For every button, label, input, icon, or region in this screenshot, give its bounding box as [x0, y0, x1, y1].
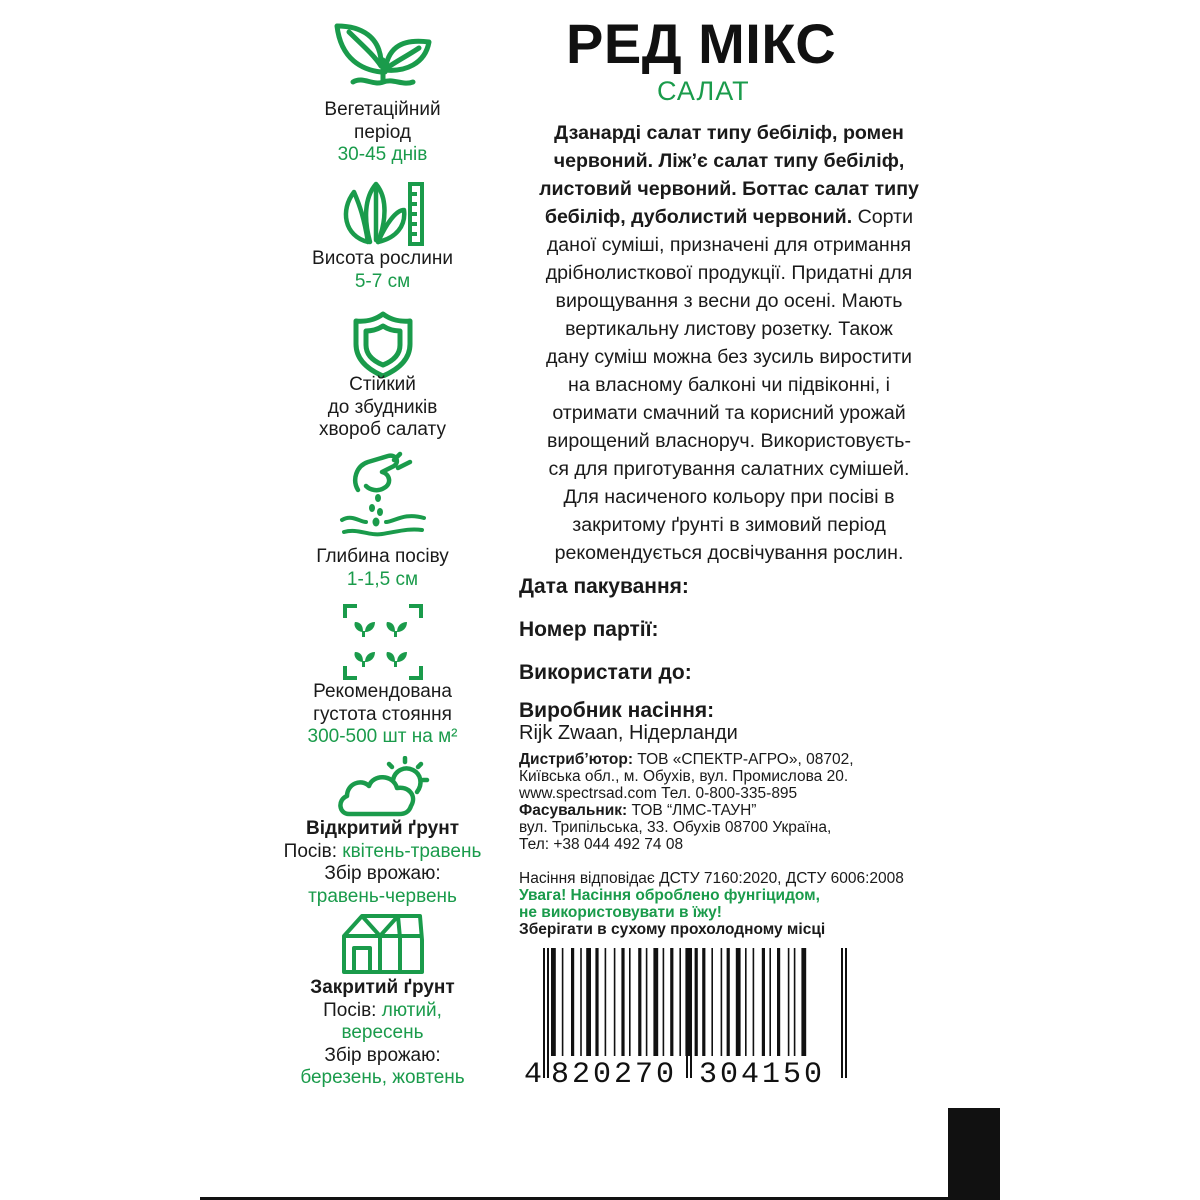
warning-line: не використовувати в їжу!	[519, 904, 722, 921]
feature-value: 1-1,5 см	[346, 568, 419, 590]
packer-line: вул. Трипільська, 33. Обухів 08700 Україна,	[519, 819, 832, 836]
sowing-label: Посів:	[323, 999, 377, 1021]
desc-line: ся для приготування салатних сумішей.	[548, 458, 910, 480]
desc-line: закритому ґрунті в зимовий період	[572, 514, 886, 536]
packer-line: ТОВ “ЛМС-ТАУН”	[627, 802, 757, 819]
product-title: РЕД МІКС	[566, 12, 837, 75]
barcode	[521, 948, 852, 1086]
desc-line: рекомендується досвічування рослин.	[554, 542, 904, 564]
product-description	[519, 119, 939, 567]
harvest-value: березень, жовтень	[300, 1067, 465, 1088]
open-ground-sowing	[255, 841, 510, 864]
warning-text	[519, 887, 820, 921]
leaf-ruler-icon	[338, 180, 428, 248]
pack-date-label: Дата пакування:	[519, 575, 689, 598]
producer-value: Rijk Zwaan, Нідерланди	[519, 722, 738, 744]
desc-bold-line: Дзанарді салат типу бебіліф, ромен	[554, 122, 904, 144]
desc-bold-line: червоний. Ліж’є салат типу бебіліф,	[553, 150, 905, 172]
density-sprouts-icon	[343, 604, 423, 680]
barcode-digits-right: 304150	[699, 1058, 826, 1086]
open-ground-title: Відкритий ґрунт	[306, 818, 459, 839]
feature-label: Висота рослини	[312, 248, 453, 269]
feature-label: хвороб салату	[319, 419, 446, 440]
harvest-label: Збір врожаю:	[324, 863, 441, 884]
desc-line: вирощений власноруч. Використовуєть-	[547, 430, 911, 452]
shield-leaf-icon	[351, 310, 415, 378]
desc-line: Сорти	[852, 206, 914, 228]
feature-label: Вегетаційний	[324, 99, 441, 120]
desc-line: дрібнолисткової продукції. Придатні для	[545, 262, 913, 284]
distributor-line: www.spectrsad.com Тел. 0-800-335-895	[519, 785, 798, 802]
desc-line: даної суміші, призначені для отримання	[546, 234, 912, 256]
barcode-digit-first: 4	[524, 1058, 543, 1086]
sowing-label: Посів:	[283, 840, 337, 862]
distributor-label: Дистриб’ютор:	[519, 751, 633, 768]
sun-cloud-icon	[335, 756, 431, 820]
feature-label: Рекомендована	[313, 681, 452, 702]
harvest-value: травень-червень	[308, 885, 457, 907]
warning-line: Увага! Насіння оброблено фунгіцидом,	[519, 887, 820, 904]
greenhouse-icon	[340, 912, 426, 976]
distributor-line: ТОВ «СПЕКТР-АГРО», 08702,	[633, 751, 854, 768]
sprout-icon	[333, 20, 433, 90]
feature-label: до збудників	[327, 396, 438, 418]
desc-bold-line: листовий червоний. Боттас салат типу	[539, 178, 919, 200]
product-subtitle: САЛАТ	[657, 76, 750, 106]
feature-label: Стійкий	[349, 374, 416, 395]
distributor-line: Київська обл., м. Обухів, вул. Промислова 20.	[519, 768, 849, 785]
desc-line: Для насиченого кольору при посіві в	[563, 486, 895, 508]
desc-line: дану суміш можна без зусиль виростити	[545, 346, 912, 368]
desc-line: вирощування з весни до осені. Мають	[555, 290, 903, 312]
desc-bold-line: бебіліф, дуболистий червоний.	[544, 206, 853, 228]
use-by-label: Використати до:	[519, 661, 692, 684]
batch-label: Номер партії:	[519, 618, 659, 641]
desc-line: вертикальну листову розетку. Також	[565, 318, 893, 340]
distributor-block	[519, 751, 854, 853]
packer-label: Фасувальник:	[519, 802, 628, 819]
feature-value: 300-500 шт на м²	[307, 726, 458, 747]
feature-label: густота стояння	[313, 703, 452, 725]
compliance-text: Насіння відповідає ДСТУ 7160:2020, ДСТУ 6006:2008	[519, 870, 904, 887]
harvest-label: Збір врожаю:	[324, 1044, 441, 1066]
storage-text: Зберігати в сухому прохолодному місці	[519, 921, 826, 938]
feature-value: 5-7 см	[354, 270, 411, 292]
sowing-value: лютий,	[381, 999, 442, 1021]
desc-line: отримати смачний та корисний урожай	[552, 402, 906, 424]
barcode-digits-left: 820270	[551, 1058, 678, 1086]
desc-line: на власному балконі чи підвіконні, і	[568, 374, 890, 396]
feature-label: Глибина посіву	[316, 546, 449, 567]
closed-ground-sowing	[255, 1000, 510, 1023]
feature-value: 30-45 днів	[337, 144, 428, 165]
sowing-hand-icon	[338, 450, 428, 540]
producer-label: Виробник насіння:	[519, 699, 715, 722]
packer-line: Тел: +38 044 492 74 08	[519, 836, 684, 853]
closed-ground-title: Закритий ґрунт	[310, 977, 455, 998]
feature-label: період	[354, 121, 411, 143]
print-mark	[948, 1108, 1000, 1200]
sowing-value: квітень-травень	[342, 840, 482, 862]
sowing-value-cont: вересень	[341, 1022, 424, 1043]
